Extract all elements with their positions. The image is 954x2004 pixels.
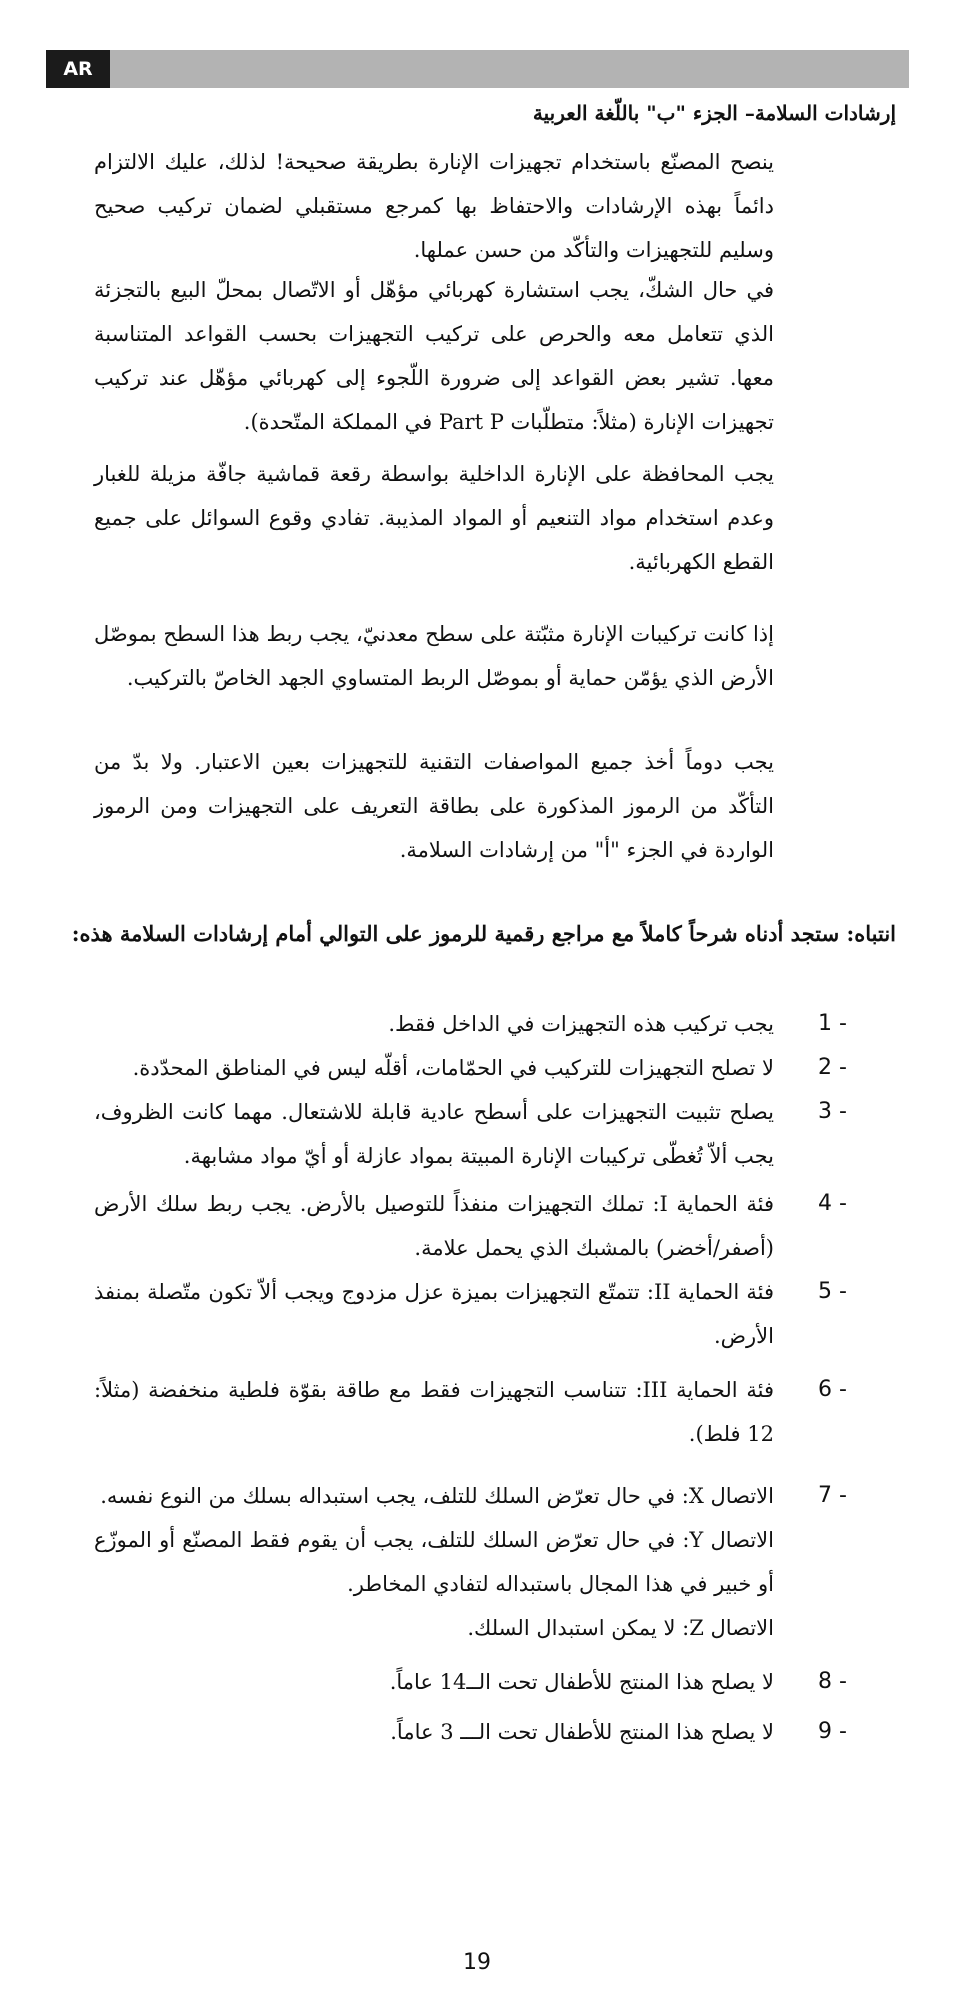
- item-text: فئة الحماية III: تتناسب التجهيزات فقط مع طاقة بقوّة فلطية منخفضة (مثلاً: 12 فلط).: [94, 1378, 774, 1446]
- list-item: [58, 1660, 898, 1704]
- list-item: [58, 1270, 898, 1358]
- symbol-list: [58, 1002, 898, 1754]
- list-item: [58, 1046, 898, 1090]
- list-item: [58, 1606, 898, 1650]
- item-number: 6 -: [818, 1377, 847, 1402]
- item-text: يجب تركيب هذه التجهيزات في الداخل فقط.: [388, 1012, 774, 1036]
- item-text: فئة الحماية I: تملك التجهيزات منفذاً للتوصيل بالأرض. يجب ربط سلك الأرض (أصفر/أخضر) بالمشبك الذي يحمل علامة.: [94, 1192, 774, 1260]
- item-number: 4 -: [818, 1191, 847, 1216]
- item-number: 8 -: [818, 1669, 847, 1694]
- paragraph-specifications: يجب دوماً أخذ جميع المواصفات التقنية للتجهيزات بعين الاعتبار. ولا بدّ من التأكّد من الرموز المذكورة على بطاقة التعريف على التجهيزات ومن الرموز الواردة في الجزء "أ" من إرشادات السلامة.: [94, 750, 774, 862]
- page-number: 19: [463, 1950, 491, 1975]
- item-number: 7 -: [818, 1483, 847, 1508]
- item-text: لا يصلح هذا المنتج للأطفال تحت الــ14 عاماً.: [389, 1670, 774, 1694]
- item-text: يصلح تثبيت التجهيزات على أسطح عادية قابلة للاشتعال. مهما كانت الظروف، يجب ألاّ تُغطّى تركيبات الإنارة المبيتة بمواد عازلة أو أيّ مواد مشابهة.: [94, 1100, 774, 1168]
- item-text: الاتصال Z: لا يمكن استبدال السلك.: [467, 1616, 774, 1640]
- item-text: الاتصال X: في حال تعرّض السلك للتلف، يجب استبداله بسلك من النوع نفسه.: [100, 1484, 774, 1508]
- list-item: [58, 1474, 898, 1518]
- item-number: 3 -: [818, 1099, 847, 1124]
- paragraph-metal-surface: إذا كانت تركيبات الإنارة مثبّتة على سطح معدنيّ، يجب ربط هذا السطح بموصّل الأرض الذي يؤمّن حماية أو بموصّل الربط المتساوي الجهد الخاصّ بالتركيب.: [94, 622, 774, 690]
- item-number: 5 -: [818, 1279, 847, 1304]
- list-item: [58, 1518, 898, 1606]
- item-text: فئة الحماية II: تتمتّع التجهيزات بميزة عزل مزدوج ويجب ألاّ تكون متّصلة بمنفذ الأرض.: [94, 1280, 774, 1348]
- paragraph-electrician: في حال الشكّ، يجب استشارة كهربائي مؤهّل أو الاتّصال بمحلّ البيع بالتجزئة الذي تتعامل معه والحرص على تركيب التجهيزات بحسب القواعد المتناسبة معها. تشير بعض القواعد إلى ضرورة اللّجوء إلى كهربائي مؤهّل عند تركيب تجهيزات الإنارة (مثلاً: متطلّبات Part P في المملكة المتّحدة).: [94, 278, 774, 434]
- header-bar: [46, 50, 909, 88]
- item-number: 9 -: [818, 1719, 847, 1744]
- list-item: [58, 1090, 898, 1178]
- item-number: 2 -: [818, 1055, 847, 1080]
- paragraph-cleaning: يجب المحافظة على الإنارة الداخلية بواسطة رقعة قماشية جافّة مزيلة للغبار وعدم استخدام مواد التنعيم أو المواد المذيبة. تفادي وقوع السوائل على جميع القطع الكهربائية.: [94, 462, 774, 574]
- list-item: [58, 1002, 898, 1046]
- item-text: لا تصلح التجهيزات للتركيب في الحمّامات، أقلّه ليس في المناطق المحدّدة.: [132, 1056, 774, 1080]
- paragraph-intro: ينصح المصنّع باستخدام تجهيزات الإنارة بطريقة صحيحة! لذلك، عليك الالتزام دائماً بهذه الإرشادات والاحتفاظ بها كمرجع مستقبلي لضمان تركيب صحيح وسليم للتجهيزات والتأكّد من حسن عملها.: [94, 150, 774, 262]
- item-text: الاتصال Y: في حال تعرّض السلك للتلف، يجب أن يقوم فقط المصنّع أو الموزّع أو خبير في هذا المجال باستبداله لتفادي المخاطر.: [94, 1528, 774, 1596]
- list-item: [58, 1368, 898, 1456]
- language-tag: AR: [46, 50, 110, 88]
- list-item: [58, 1710, 898, 1754]
- page-title: إرشادات السلامة– الجزء "ب" باللّغة العربية: [532, 101, 896, 125]
- item-number: 1 -: [818, 1011, 847, 1036]
- list-item: [58, 1182, 898, 1270]
- warning-note: انتباه: ستجد أدناه شرحاً كاملاً مع مراجع رقمية للرموز على التوالي أمام إرشادات السلامة هذه:: [71, 921, 896, 946]
- item-text: لا يصلح هذا المنتج للأطفال تحت الـــ 3 عاماً.: [390, 1720, 774, 1744]
